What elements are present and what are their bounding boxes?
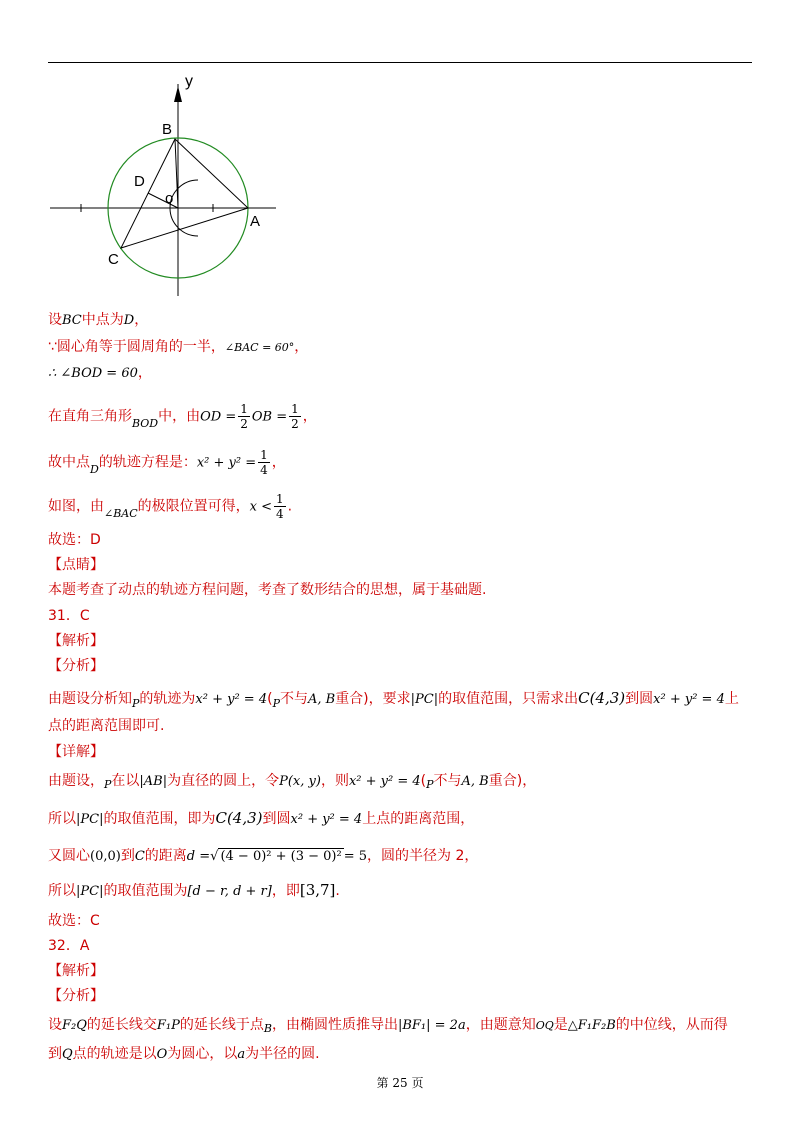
text-line: 【解析】 <box>48 963 104 979</box>
label-a: A <box>250 213 261 230</box>
text-line: 如图，由$_{\angle BAC}$的极限位置可得，x < $\frac{1}{4}$ . <box>48 492 293 521</box>
label-y: y <box>185 73 193 90</box>
text-line: 故选：C <box>48 913 100 929</box>
triangle-abc <box>121 139 248 248</box>
text-line: 到Q点的轨迹是以O为圆心，以a为半径的圆. <box>48 1046 320 1062</box>
text-line: 【分析】 <box>48 658 104 674</box>
text-line: 所以|PC|的取值范围，即为C(4,3)到圆x² + y² = 4上点的距离范围， <box>48 809 475 827</box>
text-line: ∴ ∠BOD = 60， <box>48 365 152 381</box>
text-line: 设F₂Q的延长线交F₁P的延长线于点$_B$，由椭圆性质推导出|BF₁| = 2a，由题意知OQ是△F₁F₂B的中位线，从而得 <box>48 1017 728 1035</box>
header-rule <box>48 62 752 63</box>
text-line: 32．A <box>48 938 90 954</box>
text-line: 故中点$_D$的轨迹方程是：x² + y² = $\frac{1}{4}$ ， <box>48 448 286 477</box>
text-line: 【点睛】 <box>48 557 104 573</box>
label-b: B <box>162 121 173 138</box>
text-line: 31．C <box>48 608 90 624</box>
label-d: D <box>134 173 145 190</box>
text-line: 【分析】 <box>48 988 104 1004</box>
text-line: 【解析】 <box>48 633 104 649</box>
y-axis-arrow <box>174 86 182 102</box>
text-line: 在直角三角形$_{BOD}$中，由OD = $\frac{1}{2}$ OB = $\frac{1}{2}$ ， <box>48 402 317 431</box>
text-line: 由题设，$_P$在以|AB|为直径的圆上，令P(x, y)，则$x^2 + y^2 = 4(_P$不与A, B重合)， <box>48 773 537 791</box>
text-line: 故选：D <box>48 532 101 548</box>
text-line: 所以|PC|的取值范围为[d − r, d + r]，即[3,7]. <box>48 881 340 899</box>
text-line: ∵圆心角等于圆周角的一半，∠BAC = 60°， <box>48 339 309 355</box>
text-line: 点的距离范围即可. <box>48 718 165 734</box>
label-c: C <box>108 251 119 268</box>
page-number: 第 25 页 <box>376 1076 424 1090</box>
text-line: 设BC中点为D， <box>48 312 149 328</box>
label-o: o <box>165 190 174 207</box>
text-line: 本题考查了动点的轨迹方程问题，考查了数形结合的思想，属于基础题. <box>48 582 487 598</box>
text-line: 又圆心(0,0)到C的距离d =√ (4 − 0)² + (3 − 0)² = 5，圆的半径为 2， <box>48 848 479 864</box>
text-line: 由题设分析知$_P$的轨迹为$x^2 + y^2 = 4(_P$不与A, B重合)，要求|PC|的取值范围，只需求出C(4,3)到圆x² + y² = 4上 <box>48 689 739 710</box>
geometry-figure <box>48 68 280 298</box>
text-line: 【详解】 <box>48 744 104 760</box>
